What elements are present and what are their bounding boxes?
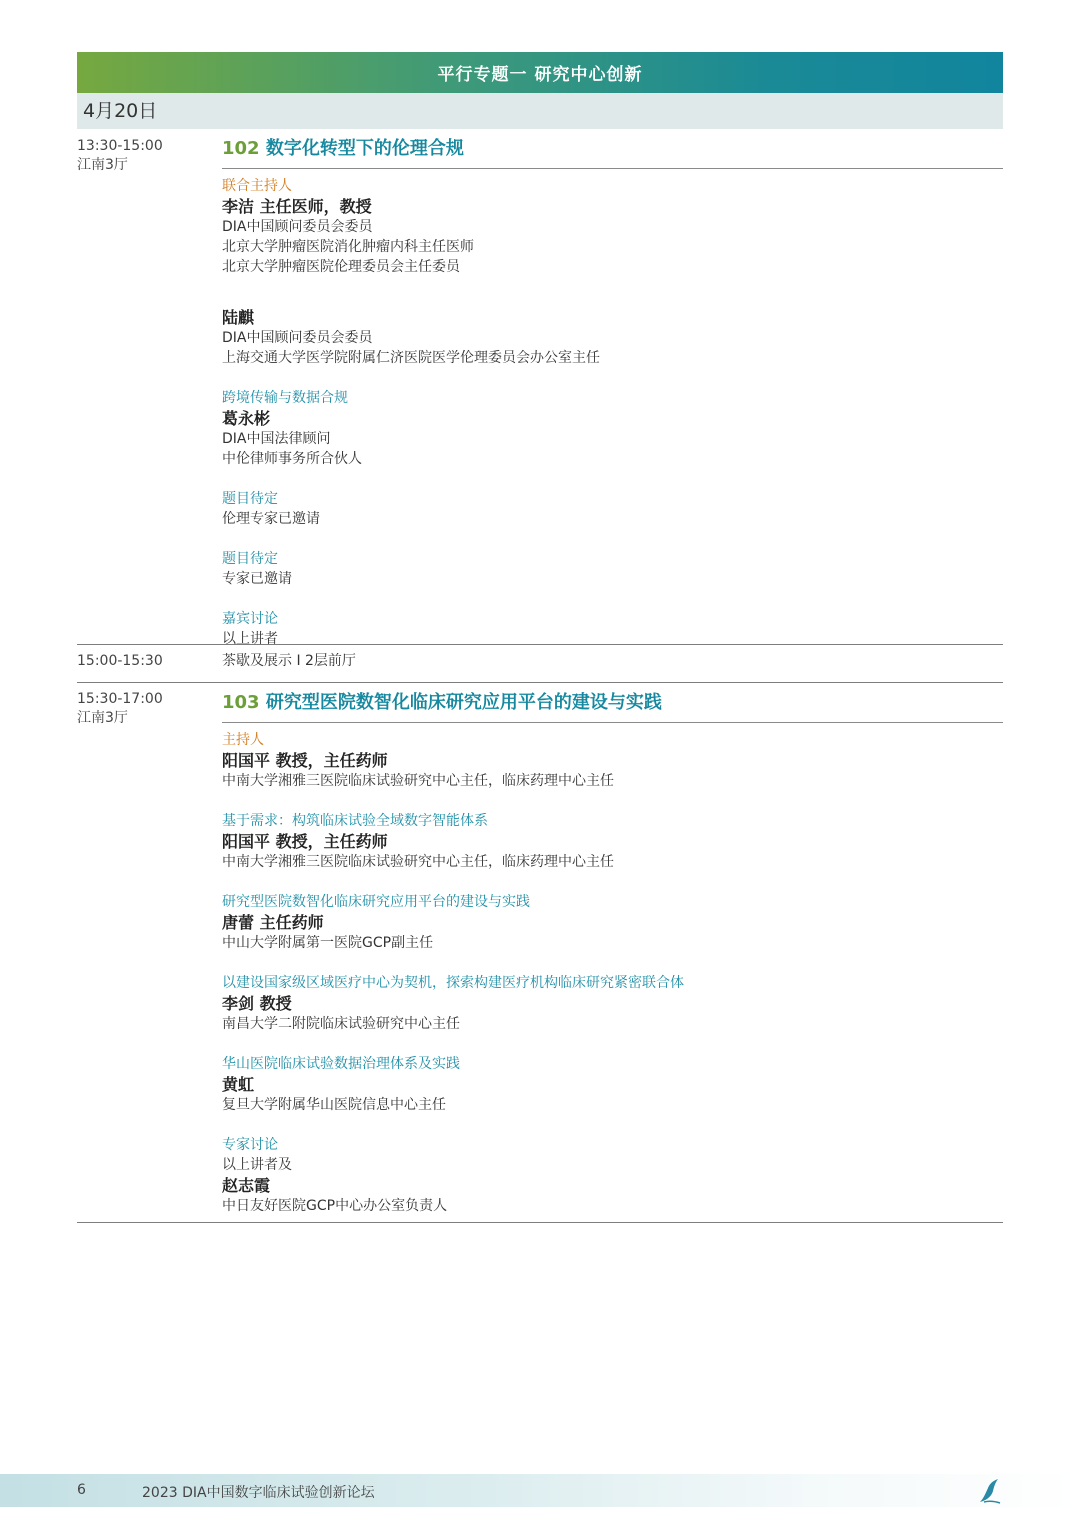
speaker-block (222, 388, 1002, 469)
affiliation: DIA中国顾问委员会委员 (222, 330, 373, 346)
speaker-name: 阳国平 教授，主任药师 (222, 751, 388, 770)
divider (222, 168, 1003, 169)
section-banner: 平行专题一 研究中心创新 (77, 52, 1003, 93)
session-title-text: 数字化转型下的伦理合规 (265, 138, 464, 159)
divider (77, 644, 1003, 645)
talk-topic: 嘉宾讨论 (222, 611, 278, 627)
role-label: 联合主持人 (222, 178, 292, 194)
affiliation: 伦理专家已邀请 (222, 511, 320, 527)
talk-topic: 题目待定 (222, 491, 278, 507)
speaker-block (222, 1054, 1002, 1115)
speaker-block (222, 973, 1002, 1034)
speaker-name: 黄虹 (222, 1075, 255, 1094)
speaker-block (222, 176, 1002, 277)
speaker-name: 唐蕾 主任药师 (222, 913, 324, 932)
speaker-block (222, 730, 1002, 791)
affiliation: 北京大学肿瘤医院消化肿瘤内科主任医师 (222, 239, 474, 255)
affiliation: 复旦大学附属华山医院信息中心主任 (222, 1097, 446, 1113)
divider (77, 1222, 1003, 1223)
session-102-content (222, 176, 1002, 669)
speaker-name: 葛永彬 (222, 409, 271, 428)
divider (222, 722, 1003, 723)
session-time: 15:30-17:00 (77, 691, 163, 707)
speaker-name: 赵志霞 (222, 1176, 271, 1195)
divider (77, 682, 1003, 683)
affiliation: 中伦律师事务所合伙人 (222, 451, 362, 467)
speaker-block (222, 1135, 1002, 1216)
talk-topic: 研究型医院数智化临床研究应用平台的建设与实践 (222, 894, 530, 910)
dia-logo-icon (974, 1476, 1004, 1506)
speaker-block (222, 307, 1002, 368)
session-time: 13:30-15:00 (77, 138, 163, 154)
speaker-name: 陆麒 (222, 308, 255, 327)
session-number: 102 (222, 138, 260, 159)
publication-title: 2023 DIA中国数字临床试验创新论坛 (142, 1485, 375, 1501)
session-102-time-block (77, 137, 163, 175)
affiliation: 中南大学湘雅三医院临床试验研究中心主任，临床药理中心主任 (222, 854, 614, 870)
session-room: 江南3厅 (77, 157, 128, 173)
affiliation: DIA中国法律顾问 (222, 431, 331, 447)
affiliation: 北京大学肿瘤医院伦理委员会主任委员 (222, 259, 460, 275)
talk-topic: 华山医院临床试验数据治理体系及实践 (222, 1056, 460, 1072)
affiliation: 中日友好医院GCP中心办公室负责人 (222, 1198, 448, 1214)
speaker-block (222, 811, 1002, 872)
talk-topic: 以建设国家级区域医疗中心为契机，探索构建医疗机构临床研究紧密联合体 (222, 975, 684, 991)
speaker-block (222, 549, 1002, 589)
affiliation: 南昌大学二附院临床试验研究中心主任 (222, 1016, 460, 1032)
talk-topic: 跨境传输与数据合规 (222, 390, 348, 406)
session-title-text: 研究型医院数智化临床研究应用平台的建设与实践 (265, 692, 662, 713)
speaker-block (222, 609, 1002, 649)
session-number: 103 (222, 692, 260, 713)
date-bar: 4月20日 (77, 93, 1003, 129)
affiliation: 以上讲者及 (222, 1157, 292, 1173)
break-text: 茶歇及展示 I 2层前厅 (222, 653, 356, 669)
speaker-block (222, 892, 1002, 953)
affiliation: 中南大学湘雅三医院临床试验研究中心主任，临床药理中心主任 (222, 773, 614, 789)
page-number: 6 (77, 1482, 86, 1498)
session-103-time-block (77, 690, 163, 728)
session-102-title (222, 134, 464, 160)
speaker-block (222, 489, 1002, 529)
affiliation: 专家已邀请 (222, 571, 292, 587)
session-103-content (222, 730, 1002, 1236)
role-label: 主持人 (222, 732, 264, 748)
speaker-name: 李洁 主任医师，教授 (222, 197, 372, 216)
affiliation: 中山大学附属第一医院GCP副主任 (222, 935, 434, 951)
affiliation: 上海交通大学医学院附属仁济医院医学伦理委员会办公室主任 (222, 350, 600, 366)
speaker-name: 阳国平 教授，主任药师 (222, 832, 388, 851)
affiliation: DIA中国顾问委员会委员 (222, 219, 373, 235)
talk-topic: 基于需求：构筑临床试验全域数字智能体系 (222, 813, 488, 829)
break-time: 15:00-15:30 (77, 653, 163, 669)
speaker-name: 李剑 教授 (222, 994, 292, 1013)
talk-topic: 题目待定 (222, 551, 278, 567)
session-103-title (222, 688, 662, 714)
affiliation: 以上讲者 (222, 631, 278, 647)
talk-topic: 专家讨论 (222, 1137, 278, 1153)
session-room: 江南3厅 (77, 710, 128, 726)
